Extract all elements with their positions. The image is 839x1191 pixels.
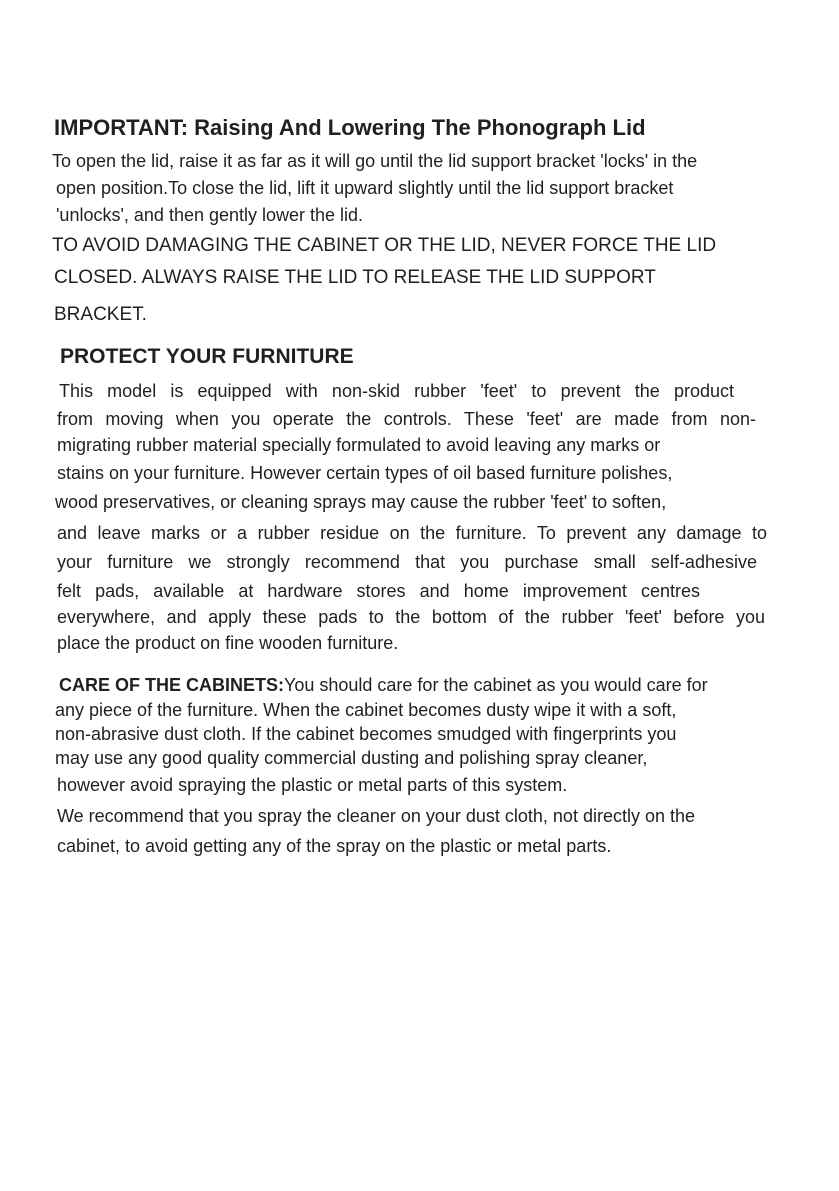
cabinets-label: CARE OF THE CABINETS: [59,675,284,695]
cabinets-text-line: cabinet, to avoid getting any of the spray on the plastic or metal parts. [57,836,612,856]
furniture-text-line: felt pads, available at hardware stores and home improvement centres [57,581,700,601]
cabinets-text-line: non-abrasive dust cloth. If the cabinet becomes smudged with fingerprints you [55,724,677,744]
furniture-text-line: This model is equipped with non-skid rubber 'feet' to prevent the product [59,381,734,401]
lid-text-line: To open the lid, raise it as far as it will go until the lid support bracket 'locks' in the [52,151,698,171]
furniture-text-line: migrating rubber material specially formulated to avoid leaving any marks or [57,435,661,455]
cabinets-first-text: You should care for the cabinet as you would care for [284,675,708,695]
cabinets-text-line: We recommend that you spray the cleaner on your dust cloth, not directly on the [57,806,696,826]
cabinets-text-line: any piece of the furniture. When the cabinet becomes dusty wipe it with a soft, [55,700,677,720]
cabinets-text-line: may use any good quality commercial dusting and polishing spray cleaner, [55,748,648,768]
lid-text-line: 'unlocks', and then gently lower the lid. [56,205,364,225]
cabinets-text-line: however avoid spraying the plastic or metal parts of this system. [57,775,568,795]
furniture-section-title: PROTECT YOUR FURNITURE [60,345,354,368]
furniture-text-line: stains on your furniture. However certain types of oil based furniture polishes, [57,463,673,483]
furniture-text-line: place the product on fine wooden furniture. [57,633,399,653]
furniture-text-line: your furniture we strongly recommend that you purchase small self-adhesive [57,552,757,572]
furniture-text-line: everywhere, and apply these pads to the bottom of the rubber 'feet' before you [57,607,765,627]
lid-warning-line: CLOSED. ALWAYS RAISE THE LID TO RELEASE THE LID SUPPORT [54,267,656,288]
lid-warning-line: TO AVOID DAMAGING THE CABINET OR THE LID, NEVER FORCE THE LID [52,235,717,256]
furniture-text-line: wood preservatives, or cleaning sprays may cause the rubber 'feet' to soften, [55,492,667,512]
lid-warning-line: BRACKET. [54,304,147,325]
lid-section-title: IMPORTANT: Raising And Lowering The Phonograph Lid [54,115,646,140]
lid-text-line: open position.To close the lid, lift it upward slightly until the lid support bracket [56,178,674,198]
furniture-text-line: from moving when you operate the controls. These 'feet' are made from non- [57,409,756,429]
furniture-text-line: and leave marks or a rubber residue on the furniture. To prevent any damage to [57,523,767,543]
cabinets-first-line [59,674,708,696]
